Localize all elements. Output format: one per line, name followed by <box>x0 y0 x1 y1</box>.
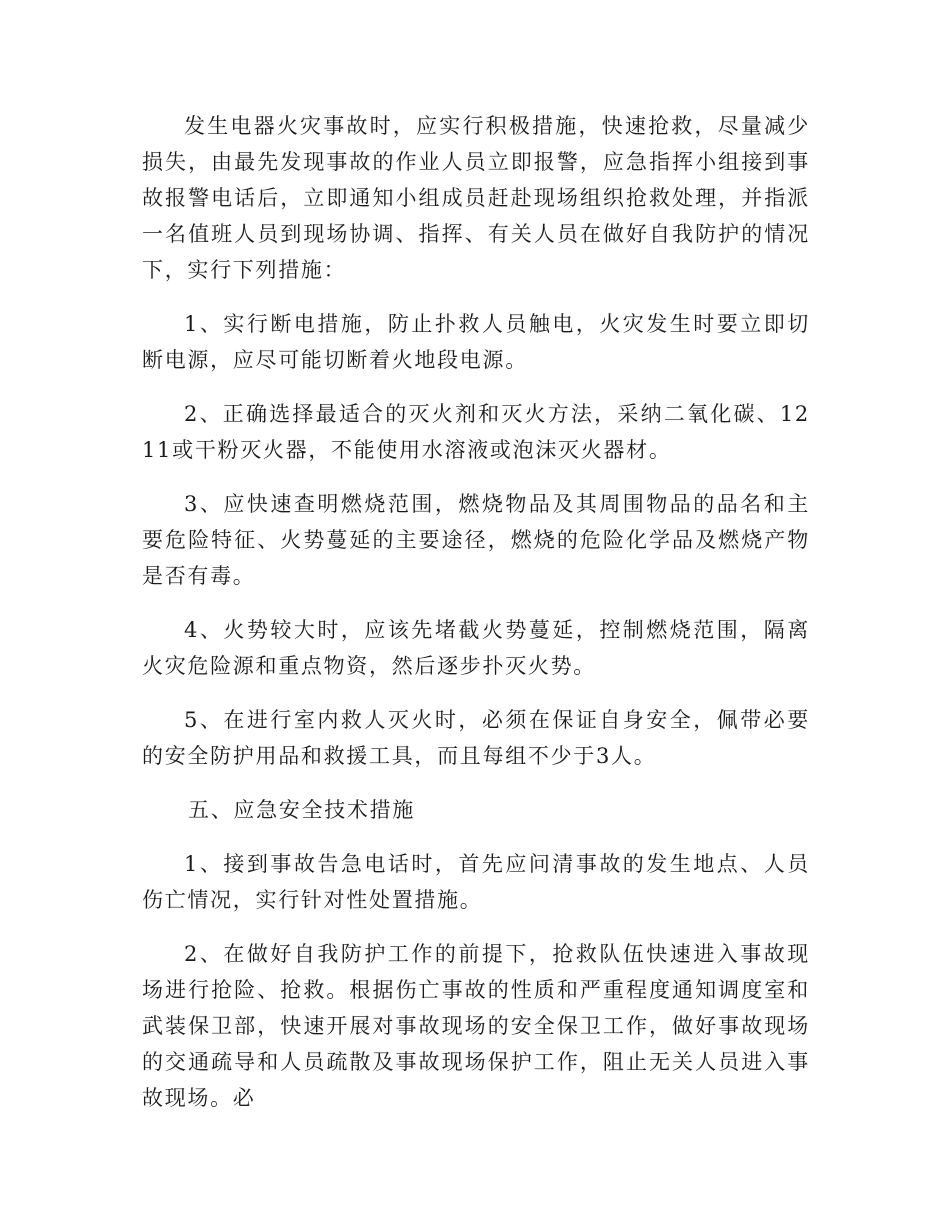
paragraph-intro: 发生电器火灾事故时，应实行积极措施，快速抢救，尽量减少损失，由最先发现事故的作业人员立即报警，应急指挥小组接到事故报警电话后，立即通知小组成员赶赴现场组织抢救处理，并指派一名值班人员到现场协调、指挥、有关人员在做好自我防护的情况下，实行下列措施： <box>142 114 810 282</box>
section-paragraph-2: 2、在做好自我防护工作的前提下，抢救队伍快速进入事故现场进行抢险、抢救。根据伤亡事故的性质和严重程度通知调度室和武装保卫部，快速开展对事故现场的安全保卫工作，做好事故现场的交通疏导和人员疏散及事故现场保护工作，阻止无关人员进入事故现场。必 <box>142 942 810 1110</box>
section-paragraph-1: 1、接到事故告急电话时，首先应问清事故的发生地点、人员伤亡情况，实行针对性处置措施。 <box>142 852 810 912</box>
paragraph-item-1: 1、实行断电措施，防止扑救人员触电，火灾发生时要立即切断电源，应尽可能切断着火地段电源。 <box>142 312 810 372</box>
paragraph-item-3: 3、应快速查明燃烧范围，燃烧物品及其周围物品的品名和主要危险特征、火势蔓延的主要途径，燃烧的危险化学品及燃烧产物是否有毒。 <box>142 492 810 588</box>
paragraph-item-2: 2、正确选择最适合的灭火剂和灭火方法，采纳二氧化碳、1211或干粉灭火器，不能使用水溶液或泡沫灭火器材。 <box>142 402 810 462</box>
paragraph-item-4: 4、火势较大时，应该先堵截火势蔓延，控制燃烧范围，隔离火灾危险源和重点物资，然后逐步扑灭火势。 <box>142 618 810 678</box>
paragraph-item-5: 5、在进行室内救人灭火时，必须在保证自身安全，佩带必要的安全防护用品和救援工具，而且每组不少于3人。 <box>142 708 810 768</box>
section-heading: 五、应急安全技术措施 <box>188 798 415 822</box>
